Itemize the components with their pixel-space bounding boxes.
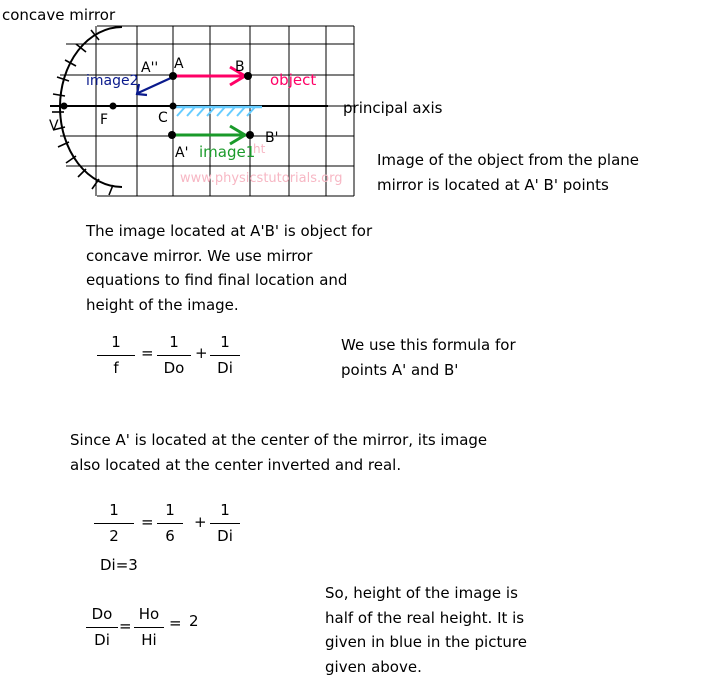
image2-arrow bbox=[137, 77, 173, 95]
label-object: object bbox=[270, 71, 317, 89]
eq1-t1-den: Do bbox=[163, 359, 185, 377]
eq2-term2-fraction bbox=[210, 500, 240, 546]
eq2-t2-num: 1 bbox=[220, 501, 230, 519]
eq1-t1-num: 1 bbox=[169, 333, 179, 351]
diagram-title: concave mirror bbox=[2, 6, 116, 24]
eq2-lhs-num: 1 bbox=[109, 501, 119, 519]
eq1-lhs-fraction bbox=[97, 332, 135, 378]
label-B: B bbox=[235, 59, 245, 75]
watermark: www.physicstutorials.org bbox=[180, 171, 343, 186]
plane-mirror bbox=[175, 107, 262, 116]
label-C: C bbox=[158, 110, 168, 126]
eq2-lhs-fraction bbox=[94, 500, 134, 546]
image1-arrow bbox=[172, 126, 245, 144]
eq2-t1-den: 6 bbox=[165, 527, 175, 545]
conclusion-paragraph: So, height of the image is half of the real height. It is given in blue in the picture given above. bbox=[325, 584, 527, 676]
label-A-prime: A' bbox=[175, 145, 189, 161]
watermark-fragment: ht bbox=[253, 142, 266, 156]
eq3-equals-2: = bbox=[169, 614, 182, 632]
eq1-term1-fraction bbox=[157, 332, 191, 378]
eq1-t2-num: 1 bbox=[220, 333, 230, 351]
eq3-lhs-fraction bbox=[86, 604, 118, 650]
label-image1: image1 bbox=[199, 143, 256, 161]
eq3-lhs-den: Di bbox=[94, 631, 110, 649]
eq1-plus: + bbox=[195, 344, 208, 362]
eq2-lhs-den: 2 bbox=[109, 527, 119, 545]
label-V: V bbox=[49, 118, 59, 134]
eq2-term1-fraction bbox=[157, 500, 183, 546]
plane-mirror-note: Image of the object from the plane mirror is located at A' B' points bbox=[377, 151, 640, 194]
eq2-plus: + bbox=[194, 513, 207, 531]
eq1-lhs-den: f bbox=[113, 359, 119, 377]
eq1-lhs-num: 1 bbox=[111, 333, 121, 351]
eq2-t2-den: Di bbox=[217, 527, 233, 545]
label-A-double-prime: A'' bbox=[141, 60, 159, 76]
eq2-equals: = bbox=[141, 513, 154, 531]
formula-note: We use this formula for points A' and B' bbox=[341, 336, 516, 379]
label-B-prime: B' bbox=[265, 130, 279, 146]
eq2-t1-num: 1 bbox=[165, 501, 175, 519]
result-di: Di=3 bbox=[100, 556, 138, 574]
eq3-value: 2 bbox=[189, 612, 199, 630]
label-A: A bbox=[174, 56, 184, 72]
eq3-lhs-num: Do bbox=[91, 605, 113, 623]
principal-axis-label: principal axis bbox=[343, 99, 443, 117]
eq3-rhs-fraction bbox=[134, 604, 164, 650]
eq1-equals: = bbox=[141, 344, 154, 362]
eq3-rhs-num: Ho bbox=[138, 605, 160, 623]
intro-paragraph: The image located at A'B' is object for concave mirror. We use mirror equations to find final location and height of the image. bbox=[86, 222, 373, 314]
eq1-t2-den: Di bbox=[217, 359, 233, 377]
eq3-rhs-den: Hi bbox=[141, 631, 157, 649]
eq3-equals: = bbox=[119, 617, 132, 635]
label-F: F bbox=[100, 112, 109, 128]
label-image2: image2 bbox=[86, 73, 139, 89]
center-paragraph: Since A' is located at the center of the mirror, its image also located at the center inverted and real. bbox=[70, 431, 488, 474]
eq1-term2-fraction bbox=[210, 332, 240, 378]
